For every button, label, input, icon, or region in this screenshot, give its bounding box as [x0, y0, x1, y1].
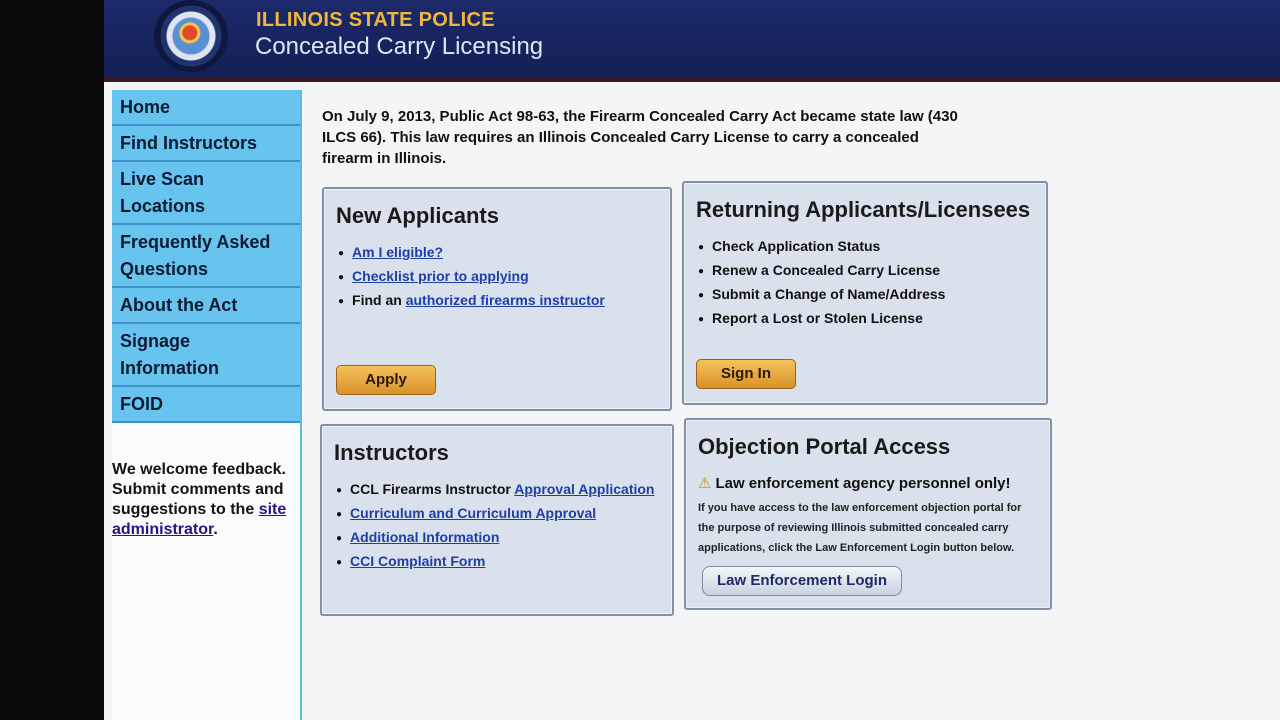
additional-information-link[interactable]: Additional Information: [350, 529, 500, 545]
approval-application-link[interactable]: Approval Application: [514, 481, 655, 497]
am-i-eligible-link[interactable]: Am I eligible?: [352, 244, 444, 260]
sign-in-button[interactable]: Sign In: [696, 359, 796, 389]
warning-text: Law enforcement agency personnel only!: [715, 475, 1011, 492]
objection-warning: [698, 474, 1011, 492]
sidebar-item-home[interactable]: Home: [112, 90, 300, 126]
site-header: [104, 0, 1280, 82]
list-item: [338, 289, 605, 313]
curriculum-approval-link[interactable]: Curriculum and Curriculum Approval: [350, 505, 597, 521]
cci-complaint-form-link[interactable]: CCI Complaint Form: [350, 553, 486, 569]
list-item: [338, 265, 605, 289]
objection-description: If you have access to the law enforcement objection portal for the purpose of reviewing Illinois submitted concealed carry applications, click the Law Enforcement Login button below.: [698, 502, 1022, 554]
list-item: [336, 526, 654, 550]
sidebar-item-foid[interactable]: FOID: [112, 387, 300, 423]
list-item: [336, 502, 654, 526]
sidebar-item-about-the-act[interactable]: About the Act: [112, 288, 300, 324]
site-administrator-link[interactable]: site administrator: [112, 501, 287, 538]
law-enforcement-login-button[interactable]: Law Enforcement Login: [702, 566, 902, 596]
sidebar-item-signage-information[interactable]: Signage Information: [112, 324, 300, 387]
feedback-text: We welcome feedback. Submit comments and suggestions to the: [112, 461, 286, 518]
sidebar-item-faq[interactable]: Frequently Asked Questions: [112, 225, 300, 288]
authorized-instructor-link[interactable]: authorized firearms instructor: [405, 292, 605, 308]
feedback-note: [112, 460, 302, 540]
list-item: ● Check Application Status: [698, 235, 945, 259]
checklist-link[interactable]: Checklist prior to applying: [352, 268, 529, 284]
instructors-title: Instructors: [334, 440, 449, 465]
agency-name: ILLINOIS STATE POLICE: [256, 9, 495, 31]
list-item: ● Submit a Change of Name/Address: [698, 283, 945, 307]
browser-screen: [104, 0, 1280, 720]
new-applicants-panel: [322, 187, 672, 411]
new-applicants-list: [338, 241, 605, 313]
apply-button[interactable]: Apply: [336, 365, 436, 395]
new-applicants-title: New Applicants: [336, 203, 499, 228]
illinois-seal-icon[interactable]: [154, 0, 228, 72]
list-item: [336, 478, 654, 502]
list-item: ● Renew a Concealed Carry License: [698, 259, 945, 283]
list-item: [336, 550, 654, 574]
sidebar-nav: [112, 90, 302, 720]
intro-text: On July 9, 2013, Public Act 98-63, the Firearm Concealed Carry Act became state law (430 ILCS 66). This law requires an Illinois Concealed Carry License to carry a concealed firearm in Illinois.: [322, 108, 958, 167]
list-item: ● Report a Lost or Stolen License: [698, 307, 945, 331]
returning-panel: [682, 181, 1048, 405]
sidebar-item-live-scan-locations[interactable]: Live Scan Locations: [112, 162, 300, 225]
returning-title: Returning Applicants/Licensees: [696, 197, 1031, 222]
find-prefix: Find an: [352, 292, 402, 308]
objection-title: Objection Portal Access: [698, 434, 951, 459]
list-item: [338, 241, 605, 265]
warning-icon: ⚠: [698, 475, 712, 492]
instructors-list: [336, 478, 654, 574]
returning-list: [698, 235, 945, 331]
instructor-prefix: CCL Firearms Instructor: [350, 481, 511, 497]
program-title: Concealed Carry Licensing: [255, 33, 544, 60]
instructors-panel: [320, 424, 674, 616]
feedback-tail: .: [213, 521, 218, 538]
sidebar-item-find-instructors[interactable]: Find Instructors: [112, 126, 300, 162]
objection-portal-panel: [684, 418, 1052, 610]
